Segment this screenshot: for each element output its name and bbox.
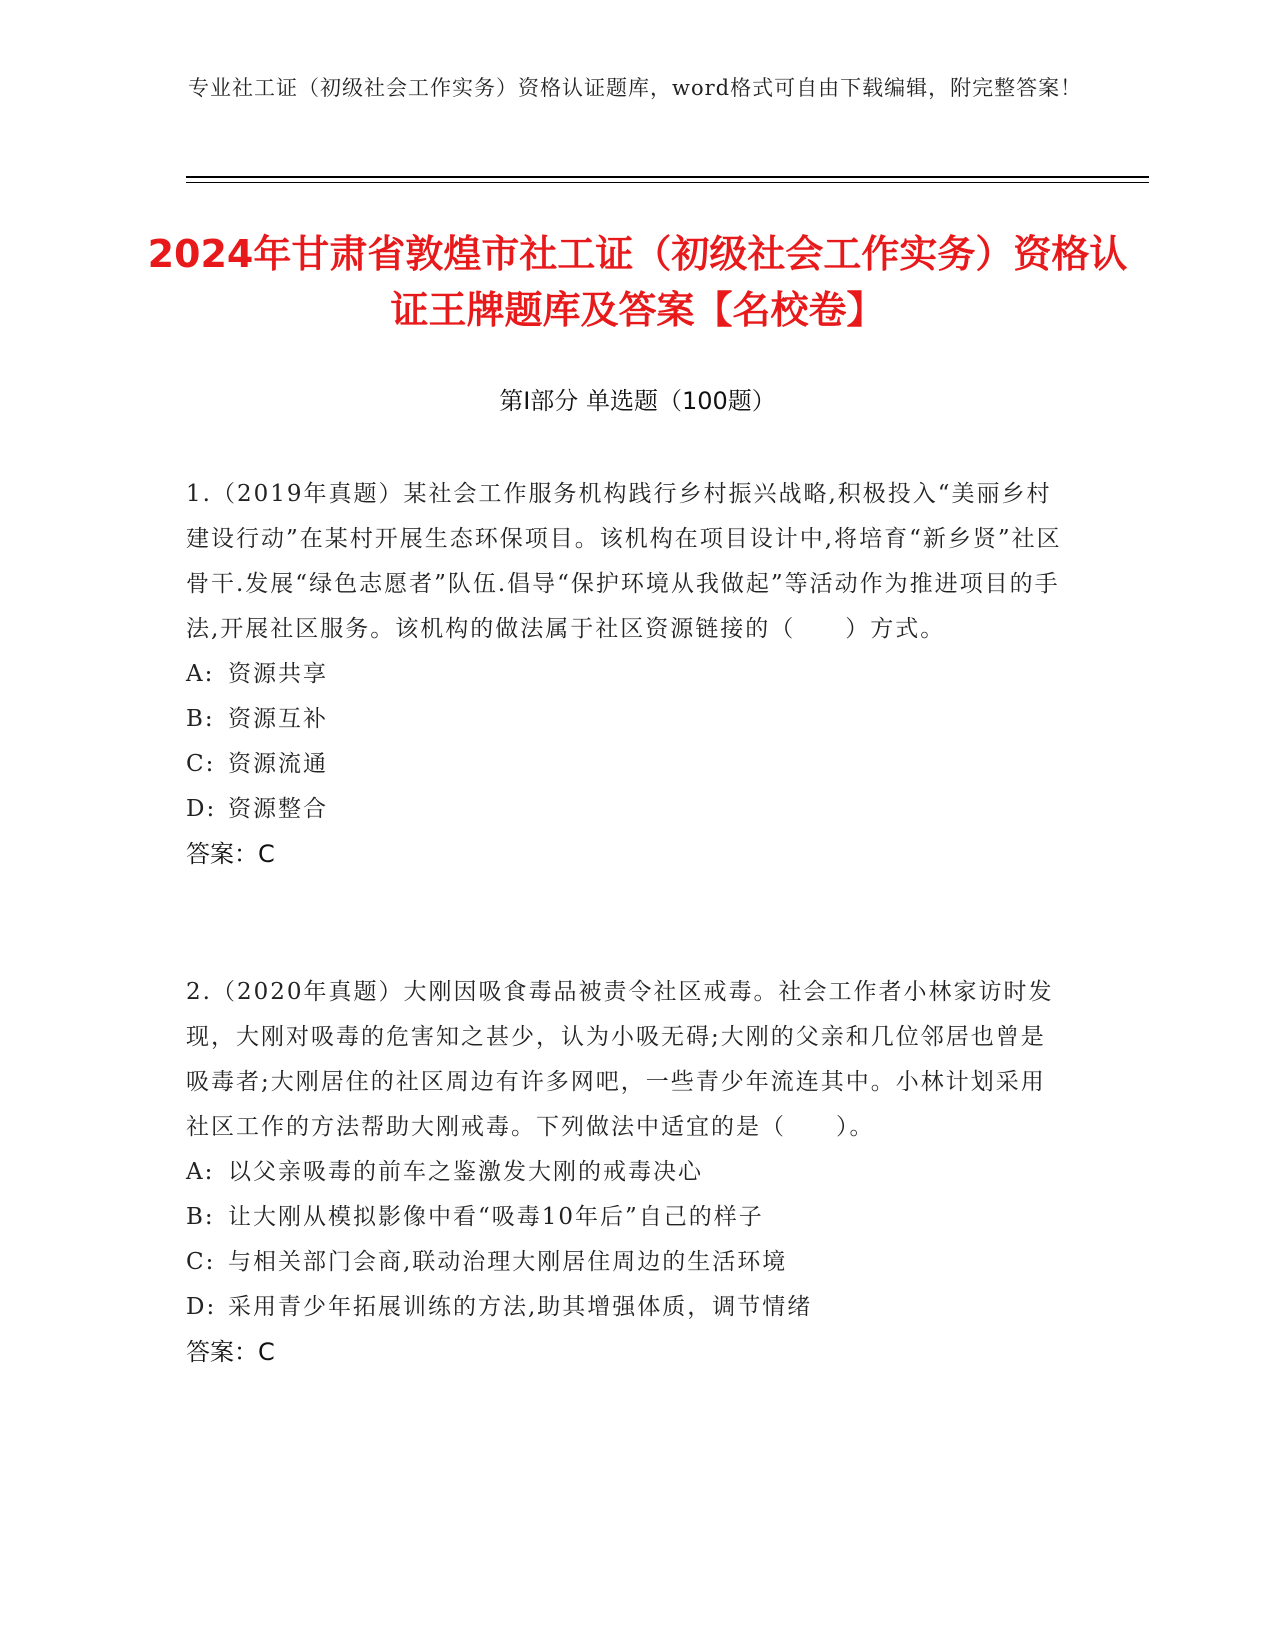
option-letter: A: — [186, 1159, 215, 1185]
option-text: 资源共享 — [228, 661, 328, 687]
answer-value: C — [258, 1338, 275, 1366]
answer-value: C — [258, 840, 275, 868]
option-letter: D: — [186, 796, 217, 822]
option-d — [186, 787, 1066, 832]
option-letter: B: — [186, 1204, 215, 1230]
question-stem: 1.（2019年真题）某社会工作服务机构践行乡村振兴战略,积极投入“美丽乡村建设行动”在某村开展生态环保项目。该机构在项目设计中,将培育“新乡贤”社区骨干.发展“绿色志愿者”队伍.倡导“保护环境从我做起”等活动作为推进项目的手法,开展社区服务。该机构的做法属于社区资源链接的（ ）方式。 — [186, 481, 1062, 642]
answer-line — [186, 832, 1066, 877]
question-stem: 2.（2020年真题）大刚因吸食毒品被责令社区戒毒。社会工作者小林家访时发现，大刚对吸毒的危害知之甚少，认为小吸无碍;大刚的父亲和几位邻居也曾是吸毒者;大刚居住的社区周边有许多网吧，一些青少年流连其中。小林计划采用社区工作的方法帮助大刚戒毒。下列做法中适宜的是（ ）。 — [186, 979, 1054, 1140]
option-letter: A: — [186, 661, 215, 687]
answer-line — [186, 1330, 1066, 1375]
question-1 — [186, 472, 1066, 877]
answer-label: 答案： — [186, 1338, 258, 1366]
option-letter: B: — [186, 706, 215, 732]
option-text: 采用青少年拓展训练的方法,助其增强体质，调节情绪 — [228, 1294, 813, 1320]
section-heading: 第Ⅰ部分 单选题（100题） — [499, 387, 776, 415]
question-2 — [186, 970, 1066, 1375]
option-text: 与相关部门会商,联动治理大刚居住周边的生活环境 — [228, 1249, 788, 1275]
option-text: 资源互补 — [228, 706, 328, 732]
option-d — [186, 1285, 1066, 1330]
option-c — [186, 742, 1066, 787]
option-letter: C: — [186, 1249, 216, 1275]
header-note: 专业社工证（初级社会工作实务）资格认证题库，word格式可自由下载编辑，附完整答案！ — [188, 76, 1083, 100]
option-b — [186, 1195, 1066, 1240]
option-a — [186, 652, 1066, 697]
answer-label: 答案： — [186, 840, 258, 868]
header-divider-thin — [186, 182, 1149, 183]
option-text: 以父亲吸毒的前车之鉴激发大刚的戒毒决心 — [228, 1159, 703, 1185]
option-letter: D: — [186, 1294, 217, 1320]
option-b — [186, 697, 1066, 742]
option-text: 资源整合 — [228, 796, 328, 822]
option-text: 资源流通 — [228, 751, 328, 777]
document-title: 2024年甘肃省敦煌市社工证（初级社会工作实务）资格认证王牌题库及答案【名校卷】 — [147, 232, 1128, 332]
option-a — [186, 1150, 1066, 1195]
option-c — [186, 1240, 1066, 1285]
option-letter: C: — [186, 751, 216, 777]
option-text: 让大刚从模拟影像中看“吸毒10年后”自己的样子 — [228, 1204, 764, 1230]
header-divider-thick — [186, 176, 1149, 178]
